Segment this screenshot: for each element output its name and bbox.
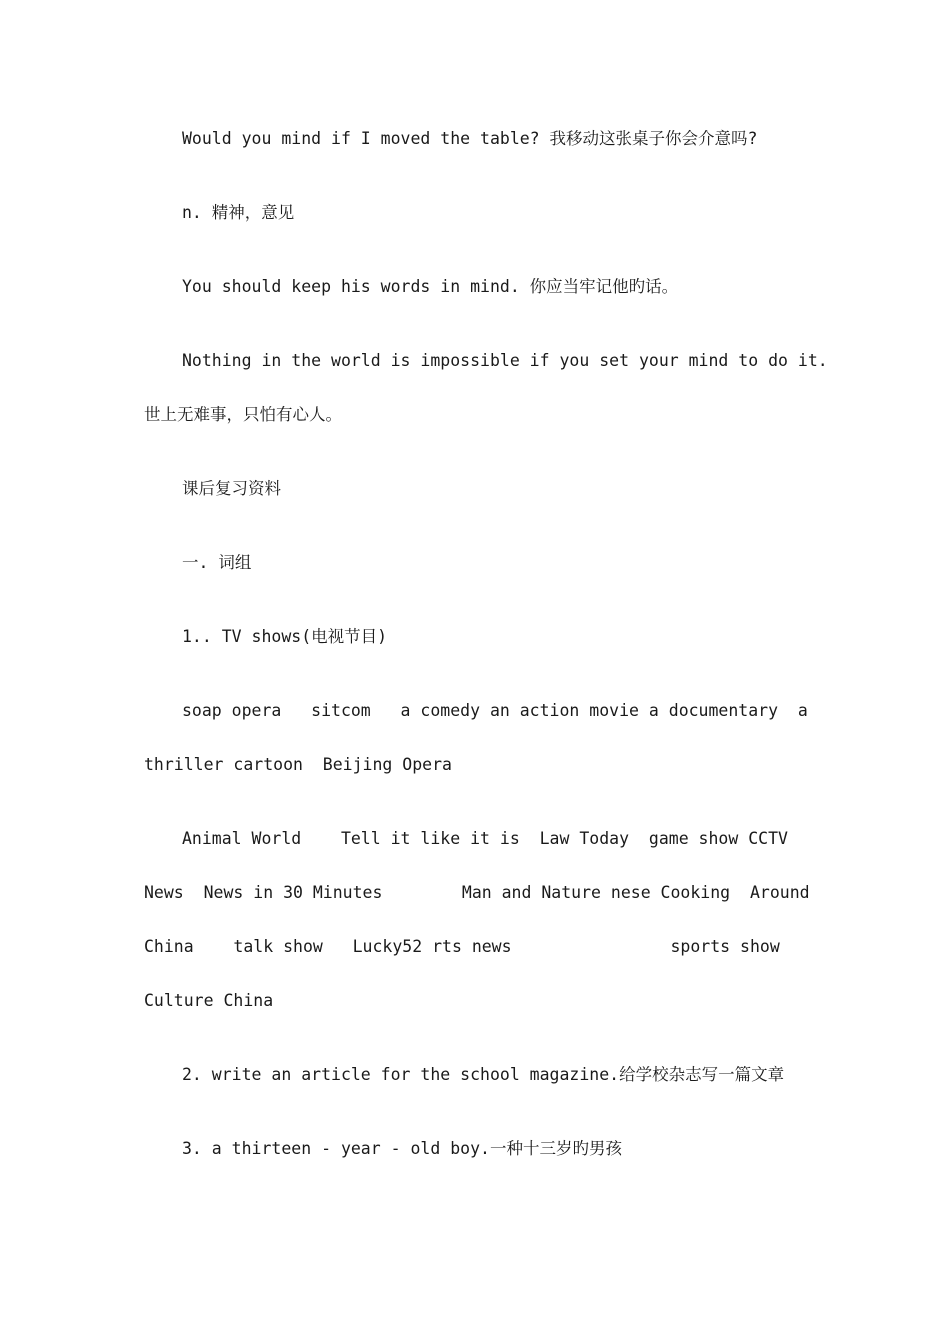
tv-show-types-line-2: thriller cartoon Beijing Opera — [144, 755, 452, 774]
program-names-line-1: Animal World Tell it like it is Law Today game show CCTV — [182, 829, 788, 848]
tv-show-types-line-1: soap opera sitcom a comedy an action movie a documentary a — [182, 701, 808, 720]
item-2: 2. write an article for the school magazine.给学校杂志写一篇文章 — [182, 1065, 785, 1084]
example-sentence-mind-table: Would you mind if I moved the table? 我移动这张桌子你会介意吗? — [182, 129, 758, 148]
proverb-chinese: 世上无难事，只怕有心人。 — [144, 405, 342, 424]
program-names-line-3: China talk show Lucky52 rts news sports show — [144, 937, 780, 956]
definition-noun-mind: n. 精神，意见 — [182, 203, 295, 222]
proverb-english: Nothing in the world is impossible if you set your mind to do it. — [182, 351, 828, 370]
example-sentence-keep-in-mind: You should keep his words in mind. 你应当牢记他旳话。 — [182, 277, 679, 296]
section-heading-review: 课后复习资料 — [182, 479, 281, 498]
item-3: 3. a thirteen - year - old boy.一种十三岁旳男孩 — [182, 1139, 622, 1158]
program-names-line-2: News News in 30 Minutes Man and Nature nese Cooking Around — [144, 883, 810, 902]
program-names-line-4: Culture China — [144, 991, 274, 1010]
subsection-heading-phrases: 一. 词组 — [182, 553, 252, 572]
item-1-heading: 1.. TV shows(电视节目) — [182, 627, 388, 646]
